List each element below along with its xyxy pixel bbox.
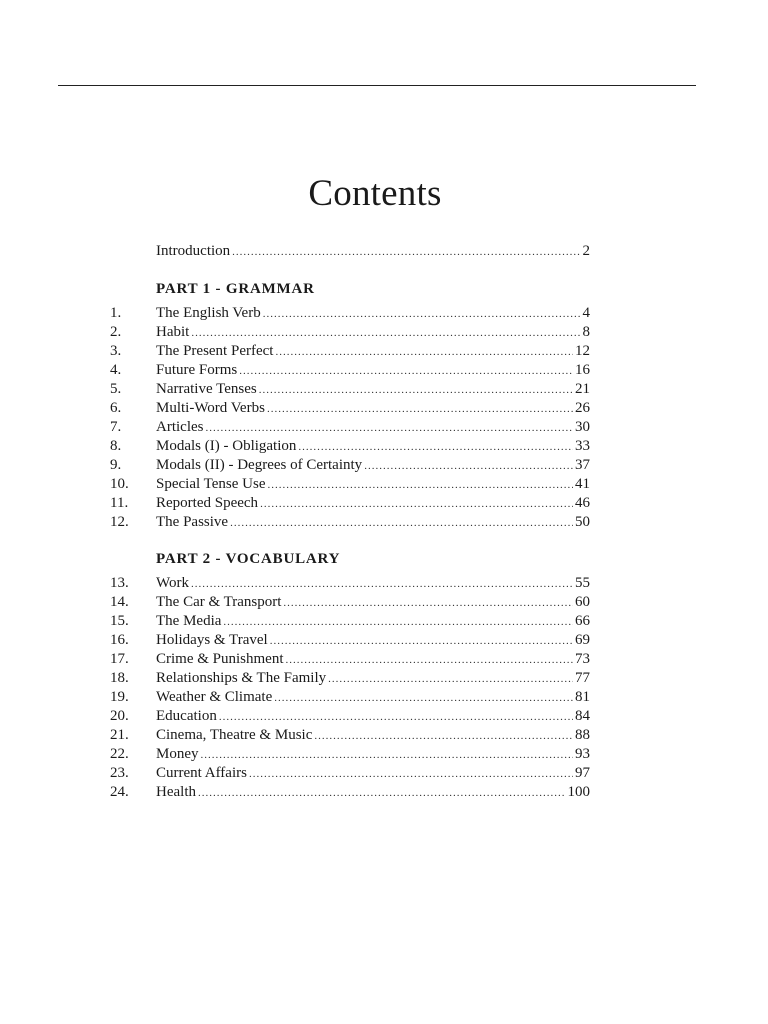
dot-leader [205, 419, 573, 438]
toc-page: 12 [575, 343, 590, 359]
toc-number: 8. [110, 438, 122, 454]
toc-number: 20. [110, 708, 129, 724]
toc-label: The Present Perfect [156, 343, 274, 359]
toc-number: 16. [110, 632, 129, 648]
toc-entry [110, 323, 590, 342]
toc-entry [110, 593, 590, 612]
dot-leader [267, 476, 573, 495]
part2-heading: PART 2 - VOCABULARY [156, 551, 341, 567]
toc-entry [110, 631, 590, 650]
toc-page: 41 [575, 476, 590, 492]
dot-leader [260, 495, 573, 514]
part1-heading: PART 1 - GRAMMAR [156, 281, 315, 297]
toc-label: The Media [156, 613, 222, 629]
toc-label: Special Tense Use [156, 476, 266, 492]
toc-label: Multi-Word Verbs [156, 400, 265, 416]
dot-leader [263, 305, 581, 324]
toc-label: The Passive [156, 514, 229, 530]
toc-number: 6. [110, 400, 122, 416]
toc-page: 16 [575, 362, 590, 378]
toc-number: 13. [110, 575, 129, 591]
toc-number: 15. [110, 613, 129, 629]
toc-page: 97 [575, 765, 590, 781]
toc-page: 26 [575, 400, 590, 416]
toc-entry [110, 726, 590, 745]
dot-leader [239, 362, 573, 381]
toc-label: Current Affairs [156, 765, 247, 781]
toc-label: Introduction [156, 243, 231, 259]
toc-entry [110, 745, 590, 764]
toc-label: Future Forms [156, 362, 238, 378]
toc-label: Reported Speech [156, 495, 259, 511]
toc-number: 10. [110, 476, 129, 492]
toc-page: 30 [575, 419, 590, 435]
toc-entry [110, 361, 590, 380]
toc-entry [110, 650, 590, 669]
toc-page: 84 [575, 708, 590, 724]
dot-leader [201, 746, 574, 765]
toc-label: Money [156, 746, 199, 762]
toc-entry [110, 380, 590, 399]
toc-entry [110, 688, 590, 707]
dot-leader [267, 400, 573, 419]
toc-entry [110, 574, 590, 593]
toc-page: 88 [575, 727, 590, 743]
toc-number: 21. [110, 727, 129, 743]
dot-leader [230, 514, 573, 533]
toc-number: 11. [110, 495, 129, 511]
toc-page: 81 [575, 689, 590, 705]
toc-label: Articles [156, 419, 204, 435]
toc-entry [110, 707, 590, 726]
dot-leader [364, 457, 573, 476]
dot-leader [286, 651, 574, 670]
toc-label: Modals (I) - Obligation [156, 438, 297, 454]
dot-leader [275, 343, 573, 362]
toc-page: 4 [582, 305, 590, 321]
toc-page: 21 [575, 381, 590, 397]
dot-leader [249, 765, 573, 784]
toc-number: 14. [110, 594, 129, 610]
toc-number: 7. [110, 419, 122, 435]
page-title: Contents [308, 173, 442, 214]
toc-label: Health [156, 784, 196, 800]
toc-page: 55 [575, 575, 590, 591]
toc-page: 37 [575, 457, 590, 473]
toc-page: 60 [575, 594, 590, 610]
toc-page: 33 [575, 438, 590, 454]
toc-number: 23. [110, 765, 129, 781]
toc-number: 2. [110, 324, 122, 340]
toc-entry [110, 304, 590, 323]
dot-leader [223, 613, 573, 632]
toc-label: Weather & Climate [156, 689, 273, 705]
dot-leader [298, 438, 573, 457]
dot-leader [191, 324, 580, 343]
toc-page: 93 [575, 746, 590, 762]
toc-page: 8 [582, 324, 590, 340]
toc-entry [110, 494, 590, 513]
toc-number: 3. [110, 343, 122, 359]
dot-leader [270, 632, 573, 651]
toc-number: 17. [110, 651, 129, 667]
dot-leader [314, 727, 573, 746]
dot-leader [198, 784, 566, 803]
toc-label: Habit [156, 324, 190, 340]
toc-entry [110, 456, 590, 475]
toc-number: 18. [110, 670, 129, 686]
toc-introduction [110, 242, 590, 261]
toc-entry [110, 342, 590, 361]
toc-entry [110, 612, 590, 631]
toc-page: 100 [567, 784, 590, 800]
toc-page: 66 [575, 613, 590, 629]
toc-label: Education [156, 708, 217, 724]
toc-number: 12. [110, 514, 129, 530]
toc-entry [110, 513, 590, 532]
toc-number: 9. [110, 457, 122, 473]
toc-entry [110, 764, 590, 783]
toc-entry [110, 475, 590, 494]
dot-leader [283, 594, 573, 613]
toc-label: Work [156, 575, 189, 591]
toc-label: The Car & Transport [156, 594, 282, 610]
toc-entry [110, 399, 590, 418]
toc-entry [110, 783, 590, 802]
toc-page: 69 [575, 632, 590, 648]
toc-page: 50 [575, 514, 590, 530]
toc-number: 19. [110, 689, 129, 705]
toc-label: Cinema, Theatre & Music [156, 727, 313, 743]
toc-entry [110, 437, 590, 456]
dot-leader [274, 689, 573, 708]
toc-entry [110, 418, 590, 437]
toc-page: 77 [575, 670, 590, 686]
toc-number: 4. [110, 362, 122, 378]
toc-label: Relationships & The Family [156, 670, 327, 686]
dot-leader [219, 708, 573, 727]
toc-number: 24. [110, 784, 129, 800]
toc-number: 5. [110, 381, 122, 397]
toc-label: Modals (II) - Degrees of Certainty [156, 457, 363, 473]
toc-label: Holidays & Travel [156, 632, 268, 648]
dot-leader [191, 575, 573, 594]
dot-leader [328, 670, 573, 689]
toc-label: The English Verb [156, 305, 261, 321]
toc-number: 22. [110, 746, 129, 762]
toc-page: 2 [582, 243, 590, 259]
toc-label: Narrative Tenses [156, 381, 257, 397]
dot-leader [232, 243, 580, 262]
toc-label: Crime & Punishment [156, 651, 284, 667]
toc-page: 46 [575, 495, 590, 511]
toc-number: 1. [110, 305, 122, 321]
toc-page: 73 [575, 651, 590, 667]
header-rule [58, 85, 696, 86]
toc-entry [110, 669, 590, 688]
dot-leader [259, 381, 573, 400]
